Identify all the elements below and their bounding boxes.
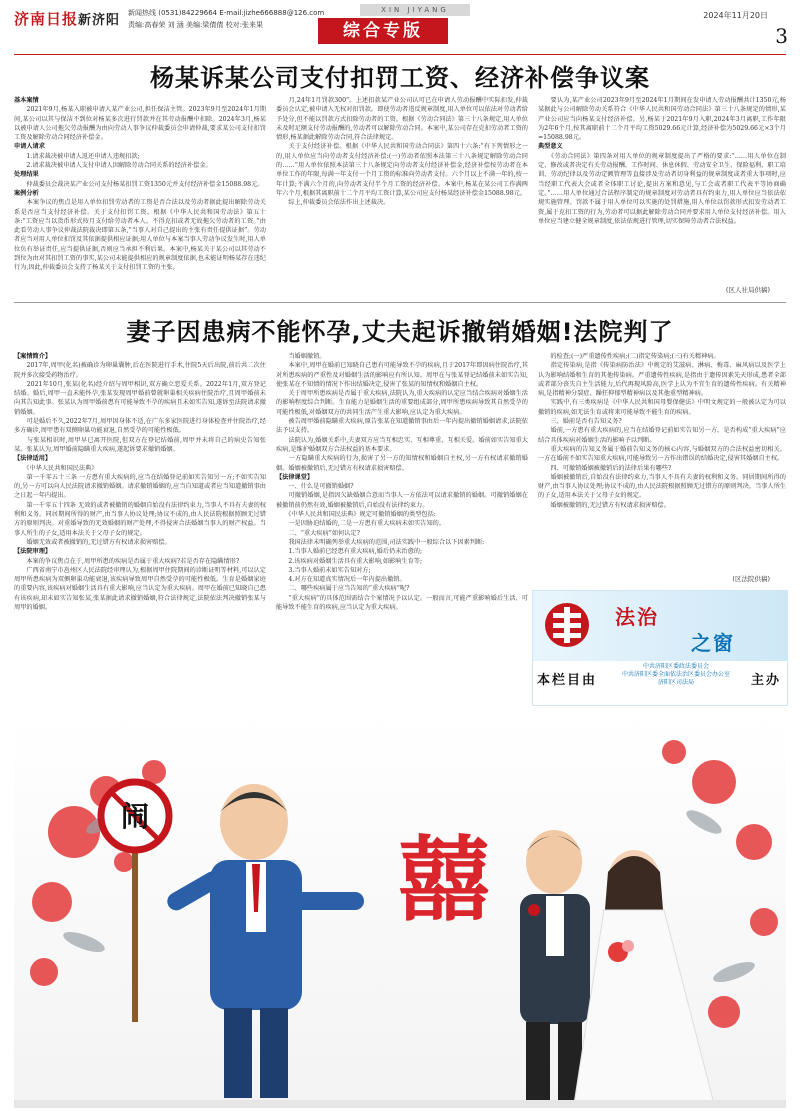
section-tag: 综合专版	[318, 18, 448, 44]
paragraph: 实践中,有三类疾病是《中华人民共和国母婴保健法》中明文规定的一般被认定为可以撤销的疾病,如无法生育或将来可能导致不能生育的疾病。	[538, 399, 786, 416]
paragraph: 二、哪些疾病属于应当告知的“重大疾病”呢?	[276, 585, 410, 593]
article-2-headline: 妻子因患病不能怀孕,丈夫起诉撤销婚姻!法院判了	[126, 318, 674, 346]
article-2-column-3	[538, 352, 786, 572]
news-hotline: 新闻热线 (0531)84229664 E-mail:jizhe666888@126.com	[128, 9, 325, 17]
paragraph: 四、可撤销婚姻被撤销后的法律后果有哪些?	[538, 464, 672, 472]
paragraph: 可是婚后不久,2022年7月,周甲因身体不适,在广东多家医院进行身体检查并住院治疗,经多方确诊,周甲患有双侧卵巢功能衰退,自然受孕的可能性极低。	[14, 418, 266, 435]
article-divider	[14, 302, 786, 303]
article-1-column-3	[538, 96, 786, 282]
paragraph: 1.当事人婚前已经患有重大疾病,婚后仍未治愈的;	[276, 548, 423, 556]
paragraph: 关于周甲所患疾病是否属于重大疾病,法院认为,重大疾病的认定应当结合疾病对婚姻生活的影响程度综合判断。生育能力是婚姻生活的重要组成部分,周甲所患疾病导致其自然受孕的可能性极低,对婚姻双方的共同生活产生重大影响,应认定为重大疾病。	[276, 390, 528, 416]
article-2-column-2	[276, 352, 528, 708]
paragraph: 婚姻被撤销的,无过错方有权请求损害赔偿。	[538, 501, 670, 509]
masthead-rule	[14, 54, 786, 55]
paragraph: 要认为,某产业公司2023年9月至2024年1月期间在发申请人劳动报酬共计1350元,杨某据此与公司解除劳动关系符合《中华人民共和国劳动合同法》第三十八条规定的情形,某产业公司应当向杨某支付经济补偿。另,杨某于2021年9月入职,2024年3月离职,工作年限为2年6个月,按其离职前十二个月平均工资5029.66元计算,经济补偿为5029.66元×3个月=15088.98元。	[538, 97, 786, 142]
paragraph: 婚姻被撤销后,自始没有法律约束力,当事人不具有夫妻的权利和义务。同居期间所得的财产,由当事人协议处理;协议不成的,由人民法院根据照顾无过错方的原则判决。当事人所生的子女,适用本法关于父母子女的规定。	[538, 473, 786, 500]
paragraph: 《劳动合同法》第四条对用人单位的规章制度提出了严格的要求:“……用人单位在制定、修改或者决定有关劳动报酬、工作时间、休息休假、劳动安全卫生、保险福利、职工培训、劳动纪律以及劳动定额管理等直接涉及劳动者切身利益的规章制度或者重大事项时,应当经职工代表大会或者全体职工讨论,提出方案和意见,与工会或者职工代表平等协商确定。”……用人单位通过合法程序制定的规章制度对劳动者具有约束力,用人单位应当依法依规实施管理。罚款不属于用人单位可以实施的处罚措施,用人单位以罚款形式扣发劳动者工资,属于克扣工资的行为,劳动者可以据此解除劳动合同并要求用人单位支付经济补偿。用人单位应当建立健全规章制度,依法依规进行管理,切实保障劳动者合法权益。	[538, 152, 786, 225]
paragraph: 与张某相识时,周甲早已离开医院,但双方在登记结婚前,周甲并未将自己的病史告知张某。张某认为,周甲婚前隐瞒重大疾病,遂起诉要求撤销婚姻。	[14, 436, 266, 453]
paragraph: 综上,仲裁委员会依法作出上述裁决。	[276, 199, 390, 207]
subheading: 【法院审理】	[14, 548, 52, 556]
logo-sub: 新济阳	[78, 13, 121, 28]
article-2-credit: (区法院供稿)	[732, 575, 770, 583]
paragraph: 婚姻无效或者被撤销的,无过错方有权请求损害赔偿。	[14, 538, 171, 546]
article-1-headline: 杨某诉某公司支付扣罚工资、经济补偿争议案	[150, 64, 650, 92]
promo-sponsor-bar	[533, 661, 787, 705]
paragraph: 广西省南宁市邕州区人民法院经审理认为,根据周甲住院期间的诊断证明等材料,可以认定周甲所患疾病为双侧卵巢功能衰退,该疾病导致周甲自然受孕的可能性极低。生育是婚姻家庭的重要内容,该疾病对婚姻生活具有重大影响,应当认定为重大疾病。周甲在婚前已知晓自己患有该疾病,却未如实告知张某,张某据此请求撤销婚姻,符合法律规定,法院依法判决撤销张某与周甲的婚姻。	[14, 566, 266, 612]
paragraph: 二、“重大疾病”如何认定?	[276, 529, 360, 537]
paragraph: 被告周甲婚前隐瞒重大疾病,原告张某在知道撤销事由后一年内提出撤销婚姻请求,法院依法予以支持。	[276, 418, 528, 435]
subheading: 【法律适用】	[14, 455, 52, 463]
sign-character: 闹	[120, 800, 150, 833]
page-number: 3	[775, 24, 788, 48]
paragraph: 2.请求裁决被申请人支付申请人因解除劳动合同关系的经济补偿金。	[14, 162, 212, 170]
promo-title-1: 法治	[615, 605, 659, 629]
subheading: 申请人请求	[14, 143, 45, 151]
pinyin-banner: XIN JIYANG	[360, 4, 470, 16]
paragraph: 《中华人民共和国民法典》	[14, 464, 98, 472]
paragraph: 《中华人民共和国民法典》规定可撤销婚姻的类型包括:	[276, 511, 436, 519]
paragraph: 指定传染病,是指《传染病防治法》中规定的艾滋病、淋病、梅毒、麻风病以及医学上认为影响结婚和生育的其他传染病。严重遗传性疾病,是指由于遗传因素先天形成,患者全部或者部分丧失自主生活能力,后代再现风险高,医学上认为不宜生育的遗传性疾病。有关精神病,是指精神分裂症、躁狂抑郁型精神病以及其他重型精神病。	[538, 362, 786, 398]
paragraph: 第一千零五十三条 一方患有重大疾病的,应当在结婚登记前如实告知另一方;不如实告知的,另一方可以向人民法院请求撤销婚姻。请求撤销婚姻的,应当自知道或者应当知道撤销事由之日起一年内提出。	[14, 473, 266, 500]
subheading: 处理结果	[14, 171, 39, 179]
subheading: 案例分析	[14, 189, 39, 197]
law-emblem-icon	[543, 599, 591, 651]
paragraph: 2021年9月,杨某入职被申请人某产业公司,担任保洁主管。2023年9月至2024年1月期间,某公司以其与保洁不到位对杨某多次进行罚款并在其劳动报酬中扣除。2024年3月,杨某以被申请人公司拖欠劳动报酬为由向劳动人事争议仲裁委员会申请仲裁,要求某公司支付扣罚工资及解除劳动合同经济补偿金。	[14, 106, 266, 142]
article-2-column-1	[14, 352, 266, 708]
paragraph: 一是因胁迫结婚的,二是一方患有重大疾病未如实告知的。	[276, 520, 446, 528]
organizer-1: 中共济阳区委政法委员会	[642, 663, 709, 670]
organizer-2: 中共济阳区委全面依法治区委员会办公室	[621, 671, 730, 679]
issue-date: 2024年11月20日	[703, 11, 768, 20]
paragraph: 重大疾病的告知义务属于婚前告知义务的核心内容,与婚姻双方的合法权益密切相关。一方在婚前不如实告知重大疾病,可能导致另一方作出错误的结婚决定,侵害其婚姻自主权。	[538, 445, 786, 463]
paragraph: 第一千零五十四条 无效的或者被撤销的婚姻自始没有法律约束力,当事人不具有夫妻的权利和义务。同居期间所得的财产,由当事人协议处理;协议不成的,由人民法院根据照顾无过错方的原则判决。对重婚导致的无效婚姻的财产处理,不得侵害合法婚姻当事人的财产权益。当事人所生的子女,适用本法关于父母子女的规定。	[14, 501, 266, 537]
paragraph: 2017年,周甲(化名)被确诊为卵巢囊肿,后在医院进行手术,住院5天后出院,前后共二次住院并多次接受药物治疗。	[14, 362, 266, 379]
masthead	[0, 0, 800, 56]
subheading: 典型意义	[538, 143, 563, 151]
promo-organizers	[617, 663, 735, 688]
promo-right-text: 主办	[750, 673, 781, 688]
paragraph: 4.对方在知道真实情况后一年内提出撤销。	[276, 576, 406, 584]
article-1-column-2	[276, 96, 528, 294]
paragraph: 婚前,一方患有重大疾病的,应当在结婚登记前如实告知另一方。是否构成“重大疾病”应结合具体疾病对婚姻生活的影响予以判断。	[538, 427, 786, 444]
paragraph: 2021年10月,张某(化名)经介绍与周甲相识,双方确立恋爱关系。2022年1月,双方登记结婚。婚后,周甲一直未能怀孕,张某发现周甲婚前曾就卵巢相关疾病住院治疗,且周甲婚前未向其告知此事。张某认为周甲婚前患有可能导致不孕的疾病且未如实告知,遂诉至法院请求撤销婚姻。	[14, 380, 266, 416]
column-promo-box	[532, 590, 788, 706]
promo-title-2: 之窗	[691, 631, 735, 655]
subheading: 基本案情	[14, 97, 39, 104]
paragraph: 关于支付经济补偿。根据《中华人民共和国劳动合同法》第四十六条:“有下列情形之一的,用人单位应当向劳动者支付经济补偿:(一)劳动者依照本法第三十八条规定解除劳动合同的……”用人单位依照本法第三十八条规定向劳动者支付经济补偿金,经济补偿按劳动者在本单位工作的年限,每满一年支付一个月工资的标准向劳动者支付。六个月以上不满一年的,按一年计算;不满六个月的,向劳动者支付半个月工资的经济补偿。本案中,杨某在某公司工作满两年六个月,根据其离职前十二个月平均工资计算,某公司应支付杨某经济补偿金15088.98元。	[276, 143, 528, 197]
paragraph: 三、婚前是否有告知义务?	[538, 418, 622, 426]
paragraph: 本案的争议焦点在于,周甲所患的疾病是否属于重大疾病?若是否存在隐瞒情形?	[14, 557, 240, 565]
article-1-column-1	[14, 96, 266, 294]
organizer-3: 济阳区司法局	[657, 679, 694, 687]
paragraph: 仲裁委员会裁决某产业公司支付杨某扣罚工资1350元并支付经济补偿金15088.98元。	[14, 180, 264, 188]
double-happiness-character: 囍	[397, 827, 491, 934]
promo-left-text: 本栏目由	[537, 673, 598, 688]
paragraph: “重大疾病”的具体范围需结合个案情况予以认定。一般而言,可能严重影响婚后生活、可能导致不能生育的疾病,应当认定为重大疾病。	[276, 594, 528, 612]
article-1-credit: (区人社局供稿)	[725, 286, 770, 294]
paragraph: 月,24年1月罚款300”。上述扣款某产业公司认可已在申请人劳动报酬中实际扣发,仲裁委员会认定,被申请人无权对扣罚款。即使劳动者违反规章制度,用人单位可以依法对劳动者给予处分,但不能以罚款方式扣除劳动者的工资。根据《劳动合同法》第三十八条规定,用人单位未及时足额支付劳动报酬的,劳动者可以解除劳动合同。本案中,某公司存在克扣劳动者工资的情形,杨某据此解除劳动合同,符合法律规定。	[276, 97, 528, 142]
editor-credits: 责编:高春荣 刘 涵 美编:梁倩倩 校对:张来果	[128, 21, 263, 29]
paragraph: 2.该疾病对婚姻生活具有重大影响,如影响生育等;	[276, 557, 423, 565]
paragraph: 一方隐瞒重大疾病的行为,损害了另一方的知情权和婚姻自主权,另一方有权请求撤销婚姻。婚姻被撤销后,无过错方有权请求损害赔偿。	[276, 455, 528, 472]
paragraph: 的检查;(一)严重遗传性疾病;(二)指定传染病;(三)有关精神病。	[538, 353, 720, 360]
paragraph: 当婚姻撤销。	[276, 353, 326, 360]
paragraph: 1.请求裁决被申请人返还申请人违规扣款;	[14, 152, 140, 160]
subheading: 【法律课堂】	[276, 473, 314, 481]
divorce-illustration	[14, 712, 786, 1108]
paragraph: 我国法律未明确列举重大疾病的范围,司法实践中一般综合以下因素判断:	[276, 538, 485, 546]
newspaper-logo	[14, 8, 120, 29]
subheading: 【案情简介】	[14, 353, 52, 360]
paragraph: 3.当事人婚前未如实告知对方;	[276, 566, 371, 574]
paragraph: 一、什么是可撤销婚姻?	[276, 483, 354, 491]
logo-text: 济南日报	[14, 10, 79, 28]
paragraph: 本案争议的焦点是用人单位扣罚劳动者的工资是否合法以及劳动者据此提出解除劳动关系是否应当支付经济补偿。关于支付扣罚工资。根据《中华人民共和国劳动法》第五十条:“工资应当以货币形式按月支付给劳动者本人。不得克扣或者无故拖欠劳动者的工资。”由此看劳动人事争议仲裁法院裁决即第五条,“当事人对自己提出的主张有责任提供证据”。劳动者应当对用人单位扣罚及其依据提供相应证据;用人单位与本案当事人劳动争议发生时,用人单位负有举证责任,应当提供证据,否则应当承担不利后果。本案中,杨某关于某公司以其劳动不到位为由对其扣罚工资的事实,某公司未能提供相应的规章制度依据,也未能证明杨某存在违纪行为,因此,仲裁委员会支持了杨某关于支付扣罚工资的主张。	[14, 199, 266, 272]
paragraph: 可撤销婚姻,是指因欠缺婚姻合意而当事人一方依法可以请求撤销的婚姻。可撤销婚姻在被撤销前仍然有效,婚姻被撤销后,自始没有法律约束力。	[276, 492, 528, 509]
paragraph: 本案中,周甲在婚前已知晓自己患有可能导致不孕的疾病,且于2017年即因病住院治疗,其对所患疾病的严重性及对婚姻生活的影响应有所认知。周甲在与张某登记结婚前未如实告知,使张某在不知情的情况下作出结婚决定,侵害了张某的知情权和婚姻自主权。	[276, 362, 528, 388]
paragraph: 法院认为,婚姻关系中,夫妻双方应当互相忠实、互相尊重、互相关爱。婚前如实告知重大疾病,是维护婚姻双方合法权益的基本要求。	[276, 436, 528, 453]
